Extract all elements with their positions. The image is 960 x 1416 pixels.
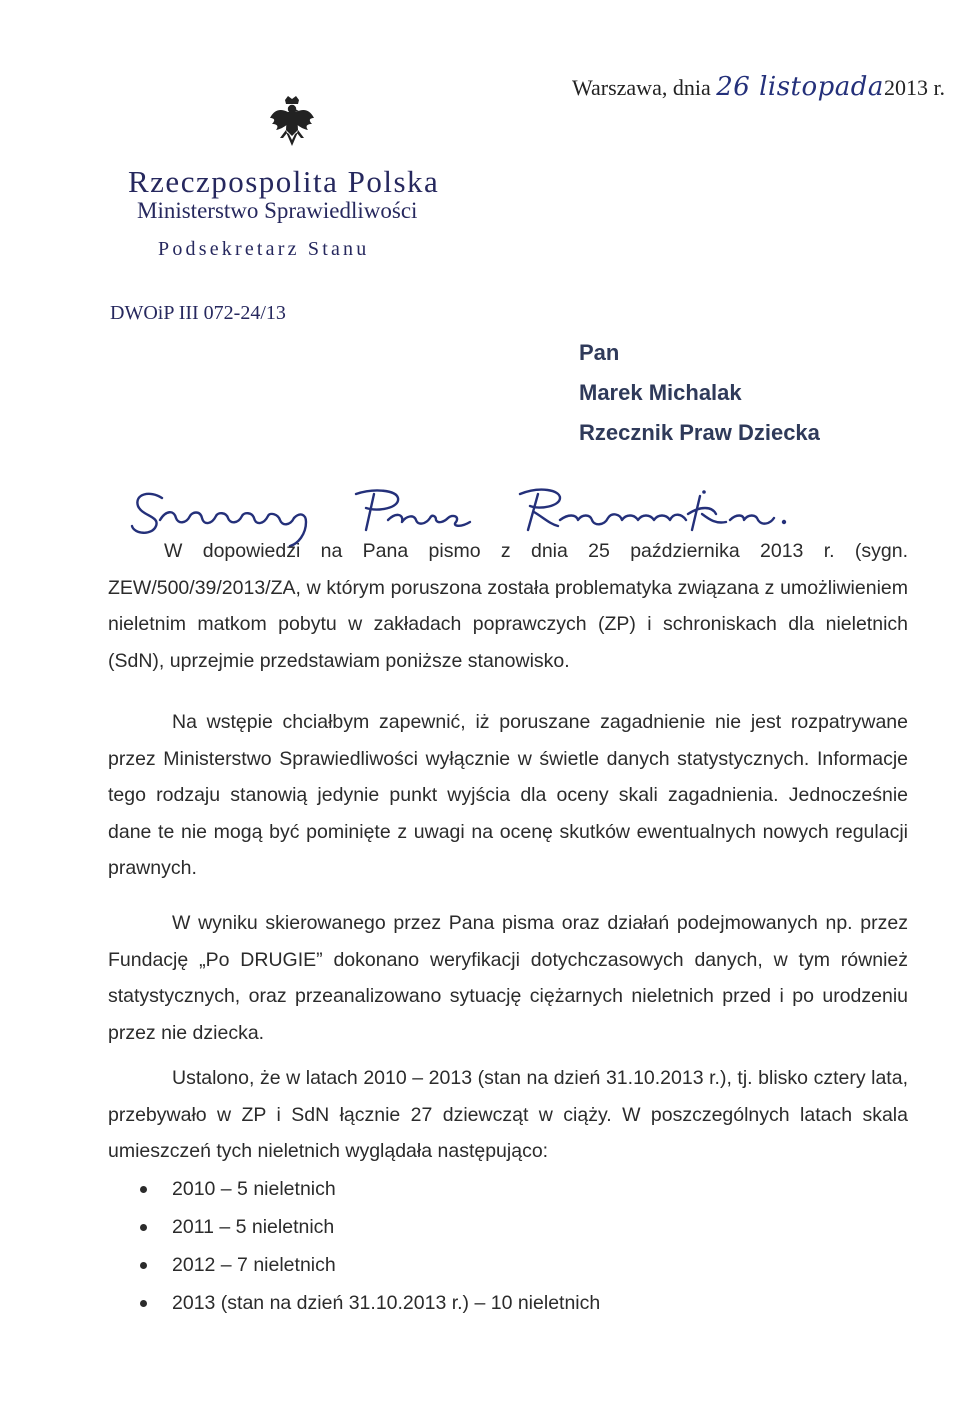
paragraph-text: Ustalono, że w latach 2010 – 2013 (stan na dzień 31.10.2013 r.), tj. blisko cztery lata, przebywało w ZP i SdN łącznie 27 dziewcząt w ciąży. W poszczególnych latach skala umieszczeń tych nieletnich wyglądała następująco: [108,1067,908,1162]
date-year: 2013 r. [883,75,946,100]
addressee-name: Marek Michalak [579,380,742,405]
paragraph-verification [108,905,908,1051]
position-title: Podsekretarz Stanu [158,238,370,260]
ministry-name: Ministerstwo Sprawiedliwości [137,198,418,223]
list-item: 2011 – 5 nieletnich [108,1208,600,1246]
polish-eagle-emblem-icon [268,94,316,154]
place-date [572,72,945,102]
paragraph-text: Na wstępie chciałbym zapewnić, iż poruszane zagadnienie nie jest rozpatrywane przez Ministerstwo Sprawiedliwości wyłącznie w świetle danych statystycznych. Informacje tego rodzaju stanowią jedynie punkt wyjścia dla oceny skali zagadnienia. Jednocześnie dane te nie mogą być pominięte z uwagi na ocenę skutków ewentualnych nowych regulacji prawnych. [108,711,908,879]
list-item: 2012 – 7 nieletnich [108,1246,600,1284]
paragraph-text: W wyniku skierowanego przez Pana pisma oraz działań podejmowanych np. przez Fundację „Po DRUGIE” dokonano weryfikacji dotychczasowych danych, w tym również statystycznych, oraz przeanalizowano sytuację ciężarnych nieletnich przed i po urodzeniu przez nie dziecka. [108,912,908,1044]
list-item: 2013 (stan na dzień 31.10.2013 r.) – 10 nieletnich [108,1284,600,1322]
addressee-salutation: Pan [579,340,620,365]
reference-number: DWOiP III 072-24/13 [110,302,286,324]
handwritten-date: 26 listopada [716,72,884,102]
date-prefix: Warszawa, dnia [572,75,717,100]
yearly-placements-list [108,1170,600,1322]
institution-name: Rzeczpospolita Polska [128,164,440,199]
addressee-title: Rzecznik Praw Dziecka [579,420,820,445]
paragraph-text: W dopowiedzi na Pana pismo z dnia 25 października 2013 r. (sygn. ZEW/500/39/2013/ZA, w którym poruszona została problematyka związana z umożliwieniem nieletnim matkom pobytu w zakładach poprawczych (ZP) i schroniskach dla nieletnich (SdN), uprzejmie przedstawiam poniższe stanowisko. [108,540,908,672]
paragraph-assurance [108,704,908,887]
list-item: 2010 – 5 nieletnich [108,1170,600,1208]
paragraph-findings [108,1060,908,1170]
paragraph-intro [108,533,908,679]
